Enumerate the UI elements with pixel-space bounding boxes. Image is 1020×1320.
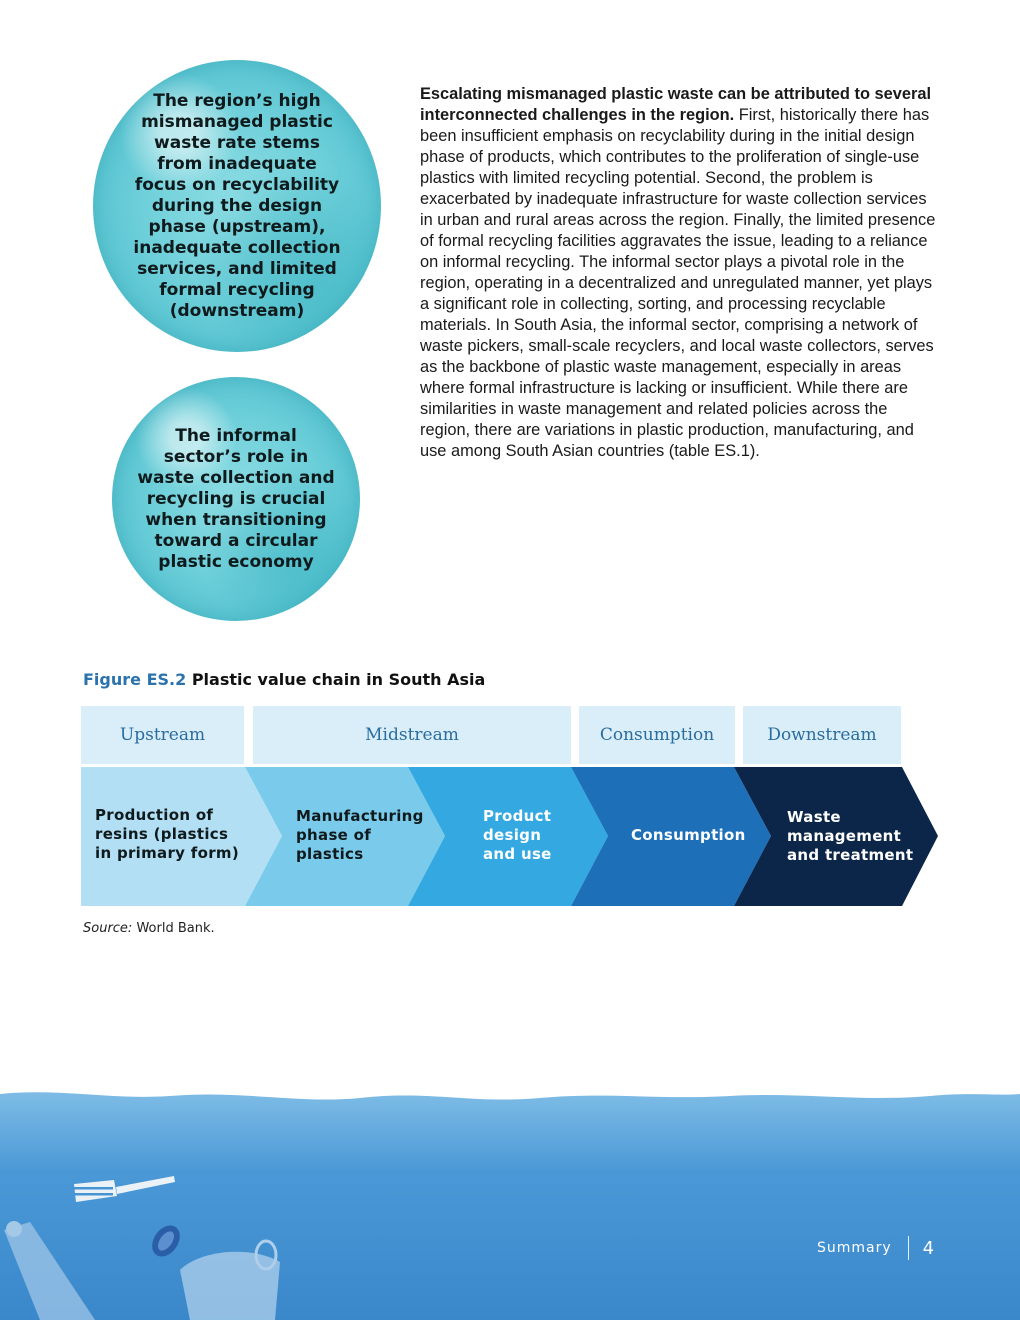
source-text: World Bank.: [132, 921, 215, 936]
page-number: 4: [922, 1237, 935, 1259]
callout-text: The region’s high mismanaged plastic waste rate stems from inadequate focus on recyclability during the design phase (upstream), inadequate collection services, and limited formal recycling (downstream): [133, 90, 341, 321]
source-label: Source:: [83, 921, 133, 936]
chain-step-label: Production of resins (plastics in primary form): [95, 806, 239, 862]
chain-step-label: Waste management and treatment: [787, 808, 914, 864]
figure-source: [83, 921, 215, 936]
page-footer: [817, 1236, 934, 1260]
body-lead: Escalating mismanaged plastic waste can be attributed to several interconnected challenges in the region.: [420, 85, 932, 124]
stage-label: Downstream: [767, 725, 877, 745]
callout-text: The informal sector’s role in waste collection and recycling is crucial when transitioning toward a circular plastic economy: [137, 425, 335, 572]
stage-label: Consumption: [599, 725, 715, 745]
figure-number: Figure ES.2: [83, 670, 187, 689]
stage-label: Upstream: [119, 725, 206, 745]
chain-step-label: Consumption: [631, 826, 746, 844]
chain-step-label: Product design and use: [483, 807, 552, 863]
footer-divider: [908, 1236, 909, 1260]
figure-title: Plastic value chain in South Asia: [191, 670, 486, 689]
body-text: First, historically there has been insufficient emphasis on recyclability during in the initial design phase of products, which contributes to the proliferation of single-use plastics with limited recycling potential. Second, the problem is exacerbated by inadequate infrastructure for waste collection services in urban and rural areas across the region. Finally, the limited presence of formal recycling facilities aggravates the issue, leading to a reliance on informal recycling. The informal sector plays a pivotal role in the region, operating in a decentralized and unregulated manner, yet plays a significant role in collecting, sorting, and processing recyclable materials. In South Asia, the informal sector, comprising a network of waste pickers, small-scale recyclers, and local waste collectors, serves as the backbone of plastic waste management, especially in areas where formal infrastructure is lacking or insufficient. While there are similarities in waste management and related policies across the region, there are variations in plastic production, manufacturing, and use among South Asian countries (table ES.1).: [420, 106, 936, 460]
fork-icon: [70, 1170, 210, 1210]
stage-label: Midstream: [365, 725, 459, 745]
footer-section: Summary: [817, 1240, 892, 1256]
chain-step-label: Manufacturing phase of plastics: [296, 807, 424, 863]
